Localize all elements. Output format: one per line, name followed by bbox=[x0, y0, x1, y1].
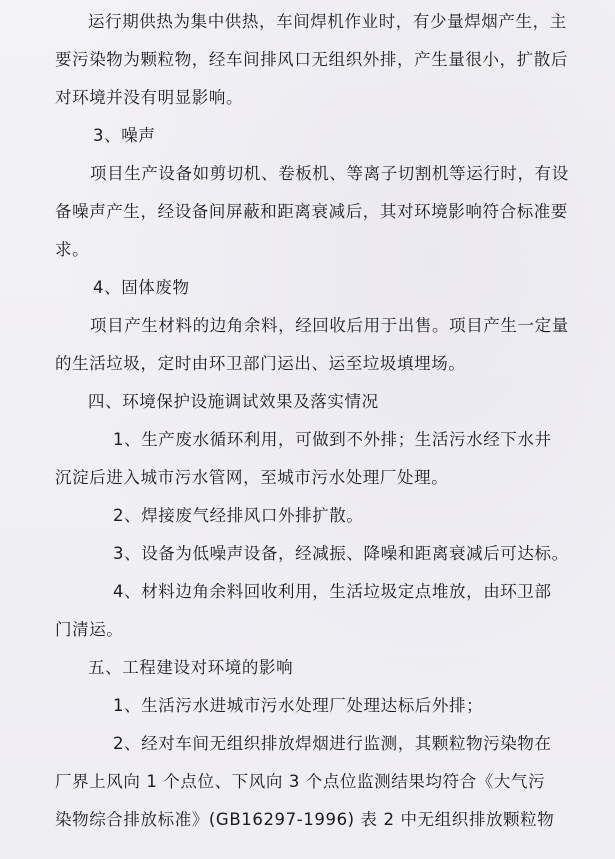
text-line: 对环境并没有明显影响。 bbox=[55, 88, 244, 107]
text-line: 4、材料边角余料回收利用，生活垃圾定点堆放，由环卫部 bbox=[113, 582, 552, 601]
section-heading: 4、固体废物 bbox=[93, 278, 190, 297]
text-line: 门清运。 bbox=[55, 620, 124, 639]
text-line: 要污染物为颗粒物，经车间排风口无组织外排，产生量很小，扩散后 bbox=[55, 50, 568, 69]
text-line: 1、生产废水循环利用，可做到不外排；生活污水经下水井 bbox=[113, 430, 552, 449]
text-line: 项目产生材料的边角余料，经回收后用于出售。项目产生一定量 bbox=[90, 316, 569, 335]
text-line: 求。 bbox=[55, 240, 90, 259]
text-line: 2、焊接废气经排风口外排扩散。 bbox=[113, 506, 364, 525]
text-line: 运行期供热为集中供热，车间焊机作业时，有少量焊烟产生，主 bbox=[88, 12, 567, 31]
text-line: 3、设备为低噪声设备，经减振、降噪和距离衰减后可达标。 bbox=[113, 544, 569, 563]
section-heading: 3、噪声 bbox=[93, 126, 156, 145]
section-heading: 五、工程建设对环境的影响 bbox=[88, 658, 294, 677]
text-line: 染物综合排放标准》(GB16297-1996) 表 2 中无组织排放颗粒物 bbox=[55, 810, 555, 829]
text-line: 厂界上风向 1 个点位、下风向 3 个点位监测结果均符合《大气污 bbox=[55, 772, 546, 791]
text-line: 1、生活污水进城市污水处理厂处理达标后外排； bbox=[113, 696, 484, 715]
text-line: 2、经对车间无组织排放焊烟进行监测，其颗粒物污染物在 bbox=[113, 734, 552, 753]
text-line: 沉淀后进入城市污水管网，至城市污水处理厂处理。 bbox=[55, 468, 449, 487]
text-line: 项目生产设备如剪切机、卷板机、等离子切割机等运行时，有设 bbox=[90, 164, 569, 183]
text-line: 的生活垃圾，定时由环卫部门运出、运至垃圾填埋场。 bbox=[55, 354, 466, 373]
section-heading: 四、环境保护设施调试效果及落实情况 bbox=[88, 392, 379, 411]
text-line: 备噪声产生，经设备间屏蔽和距离衰减后，其对环境影响符合标准要 bbox=[55, 202, 568, 221]
